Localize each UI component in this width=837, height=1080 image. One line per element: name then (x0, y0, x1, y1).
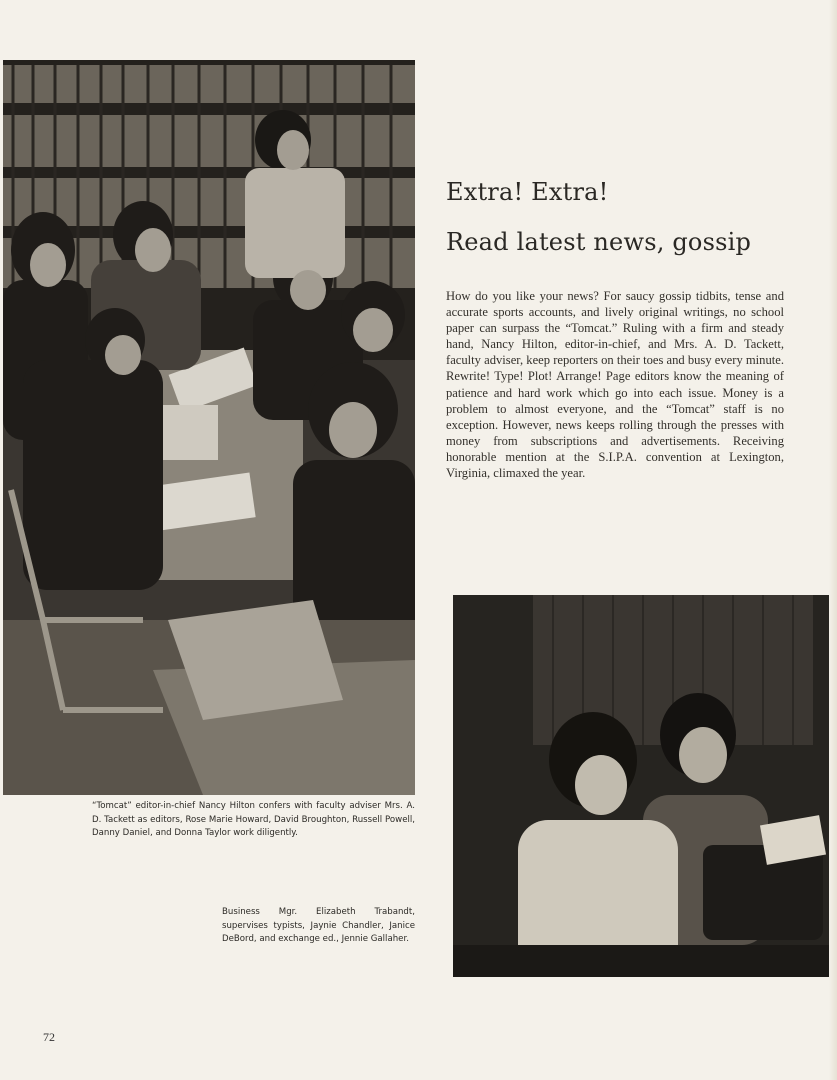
headline-line-2: Read latest news, gossip (446, 228, 752, 256)
staff-photo (3, 60, 415, 795)
page-number: 72 (43, 1030, 55, 1044)
article-body: How do you like your news? For saucy gossip tidbits, tense and accurate sports accounts, and lively original writings, no school paper can surpass the “Tomcat.” Ruling with a firm and steady hand, Nancy Hilton, editor-in-chief, and Mrs. A. D. Tackett, faculty adviser, keep reporters on their toes and busy every minute. Rewrite! Type! Plot! Arrange! Page editors know the meaning of patience and hard work which go into each issue. Money is a problem to almost everyone, and the “Tomcat” staff is no exception. However, news keeps rolling through the presses with money from subscriptions and advertisements. Receiving honorable mention at the S.I.P.A. convention at Lexington, Virginia, climaxed the year. (446, 289, 785, 481)
staff-photo-caption: “Tomcat” editor-in-chief Nancy Hilton confers with faculty adviser Mrs. A. D. Tackett as editors, Rose Marie Howard, David Broughton, Russell Powell, Danny Daniel, and Donna Taylor work diligently. (92, 801, 415, 839)
typists-photo-caption: Business Mgr. Elizabeth Trabandt, supervises typists, Jaynie Chandler, Janice DeBord, and exchange ed., Jennie Gallaher. (222, 907, 415, 945)
headline-line-1: Extra! Extra! (446, 178, 609, 206)
page-binding-edge (829, 0, 837, 1080)
typists-photo (453, 595, 830, 977)
